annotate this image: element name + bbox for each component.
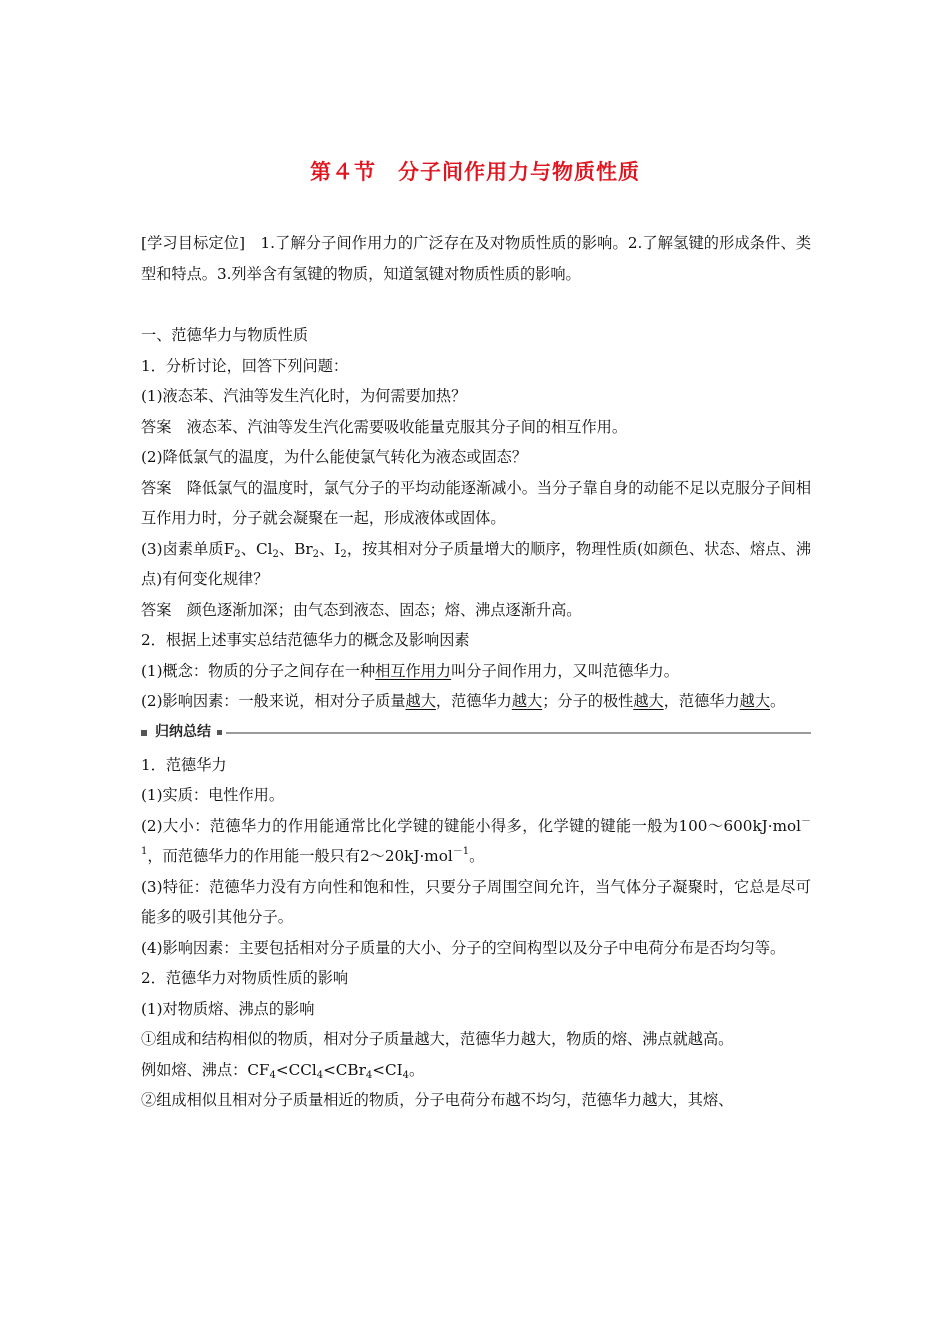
answer-2: 答案 降低氯气的温度时，氯气分子的平均动能逐渐减小。当分子靠自身的动能不足以克服分子间相互作用力时，分子就会凝聚在一起，形成液体或固体。: [141, 478, 811, 527]
question-3: (3)卤素单质$F_2$、$Cl_2$、$Br_2$、$I_2$，按其相对分子质量增大的顺序，物理性质(如颜色、状态、熔点、沸点)有何变化规律？: [141, 539, 812, 588]
summary-item: (2)大小：范德华力的作用能通常比化学键的键能小得多，化学键的键能一般为100～600kJ·mol$^{-1}$，而范德华力的作用能一般只有2～20kJ·mol$^{-1}$。: [141, 815, 811, 865]
concept-definition: (1)概念：物质的分子之间存在一种相互作用力叫分子间作用力，又叫范德华力。: [141, 661, 679, 680]
summary-heading-2: 2．范德华力对物质性质的影响: [141, 969, 349, 987]
influence-factors: (2)影响因素：一般来说，相对分子质量越大，范德华力越大；分子的极性越大，范德华力越大。: [141, 692, 786, 710]
summary-item: (4)影响因素：主要包括相对分子质量的大小、分子的空间构型以及分子中电荷分布是否均匀等。: [141, 938, 786, 957]
summary-item: ②组成相似且相对分子质量相近的物质，分子电荷分布越不均匀，范德华力越大，其熔、: [141, 1091, 734, 1109]
square-bullet-icon: [217, 730, 222, 735]
question-1: (1)液态苯、汽油等发生汽化时，为何需要加热？: [141, 387, 467, 405]
summary-label: 归纳总结: [155, 724, 211, 741]
document-body: [141, 228, 811, 1116]
answer-3: 答案 颜色逐渐加深；由气态到液态、固态；熔、沸点逐渐升高。: [141, 600, 582, 619]
concept-intro: 2．根据上述事实总结范德华力的概念及影响因素: [141, 631, 470, 649]
objectives-label: [学习目标定位]: [141, 234, 246, 252]
question-2: (2)降低氯气的温度，为什么能使氯气转化为液态或固态？: [141, 448, 528, 466]
summary-item: (1)实质：电性作用。: [141, 786, 285, 804]
learning-objectives: [141, 228, 811, 289]
summary-heading-1: 1．范德华力: [141, 755, 227, 774]
example-line: 例如熔、沸点：$CF_4<CCl_4<CBr_4<CI_4$。: [141, 1060, 425, 1081]
summary-item: ①组成和结构相似的物质，相对分子质量越大，范德华力越大，物质的熔、沸点就越高。: [141, 1030, 734, 1048]
underlined-answer: 越大: [511, 692, 543, 710]
divider-line: [226, 732, 811, 734]
underlined-answer: 相互作用力: [375, 661, 452, 680]
question-intro: 1．分析讨论，回答下列问题：: [141, 356, 349, 375]
page-title: 第４节 分子间作用力与物质性质: [310, 160, 640, 184]
summary-item: (1)对物质熔、沸点的影响: [141, 999, 315, 1018]
square-bullet-icon: [141, 730, 147, 736]
underlined-answer: 越大: [405, 692, 436, 710]
answer-1: 答案 液态苯、汽油等发生汽化需要吸收能量克服其分子间的相互作用。: [141, 417, 627, 436]
summary-item: (3)特征：范德华力没有方向性和饱和性，只要分子周围空间允许，当气体分子凝聚时，它总是尽可能多的吸引其他分子。: [141, 877, 811, 926]
objectives-text: 1.了解分子间作用力的广泛存在及对物质性质的影响。2.了解氢键的形成条件、类型和特点。3.列举含有氢键的物质，知道氢键对物质性质的影响。: [141, 234, 812, 283]
section-heading: 一、范德华力与物质性质: [141, 326, 309, 344]
summary-divider: [141, 718, 811, 748]
underlined-answer: 越大: [739, 692, 771, 710]
underlined-answer: 越大: [633, 692, 664, 710]
